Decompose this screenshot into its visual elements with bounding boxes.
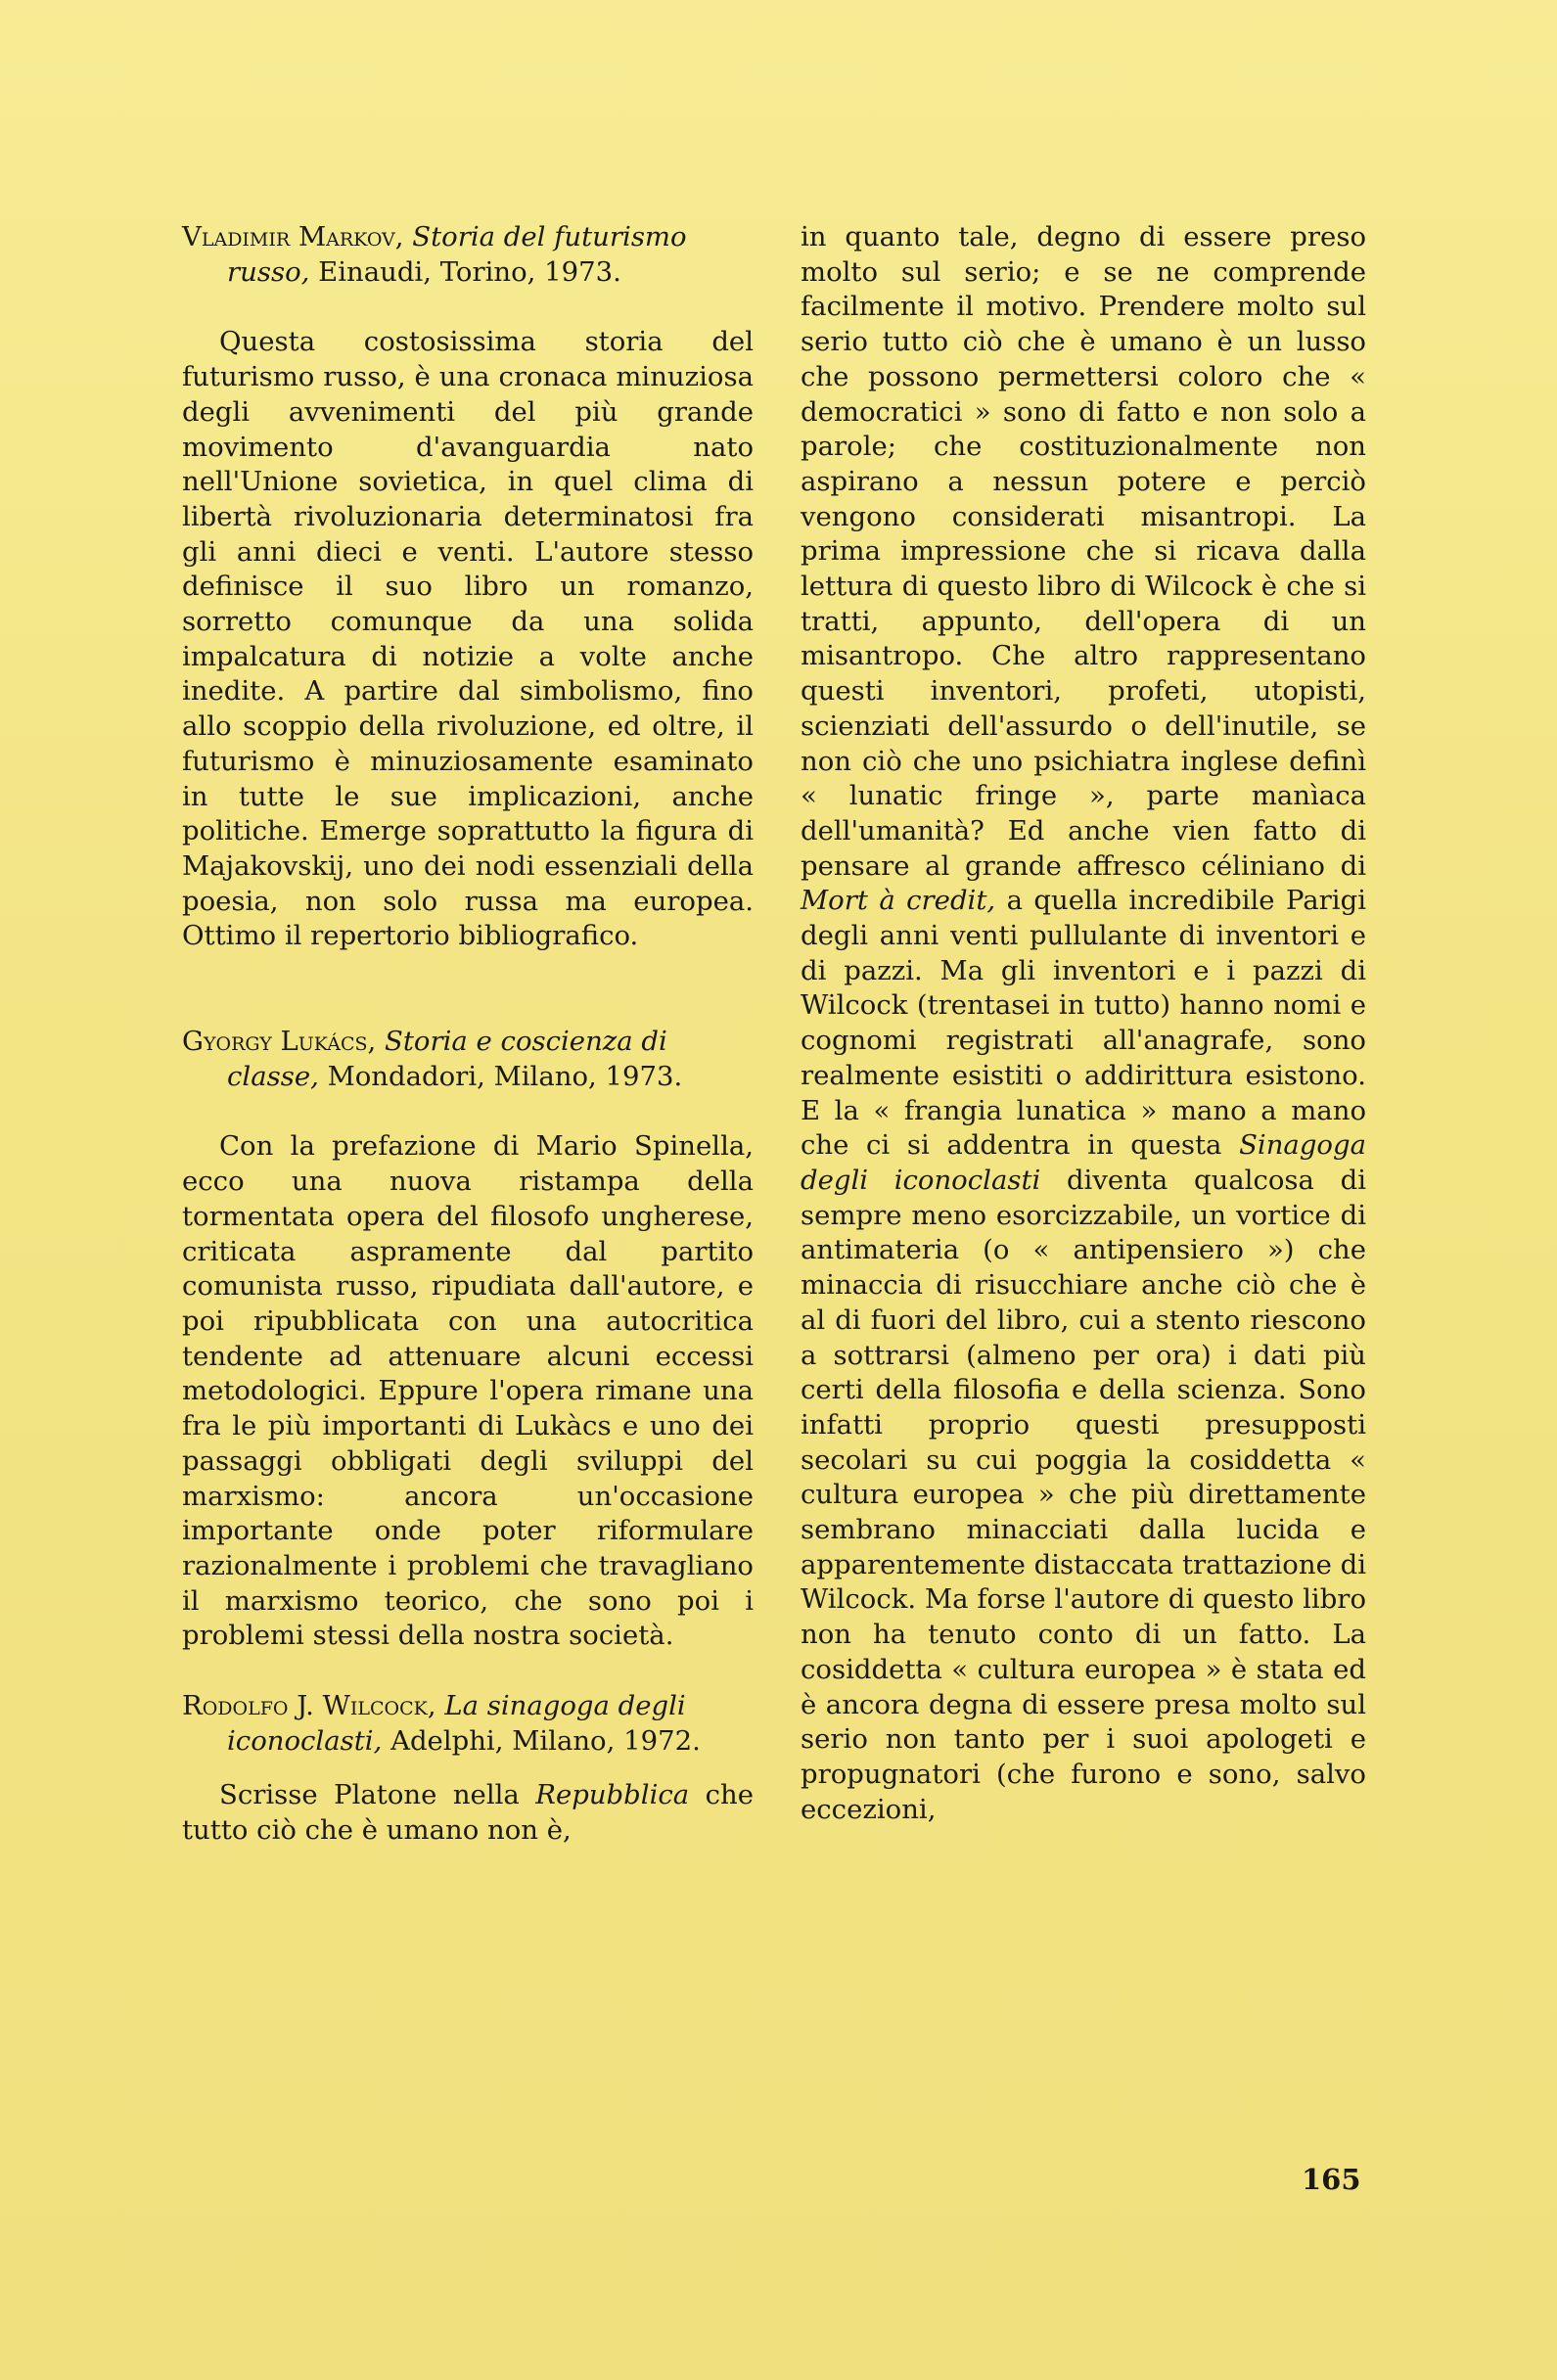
publisher-info: Adelphi, Milano, 1972. [390,1724,701,1757]
review-heading-markov [182,220,754,290]
review-heading-lukacs [182,1025,754,1094]
page-number: 165 [1302,2163,1361,2196]
review-body-wilcock-continued: in quanto tale, degno di essere preso molto sul serio; e se ne comprende facilmente il motivo. Prendere molto sul serio tutto ciò che è umano è un lusso che possono permettersi coloro che « democratici » sono di fatto e non solo a parole; che costituzionalmente non aspirano a nessun potere e perciò vengono considerati misantropi. La prima impressione che si ricava dalla lettura di questo libro di Wilcock è che si tratti, appunto, dell'opera di un misantropo. Che altro rappresentano questi inventori, profeti, utopisti, scienziati dell'assurdo o dell'inutile, se non ciò che uno psichiatra inglese definì « lunatic fringe », parte manìaca dell'umanità? Ed anche vien fatto di pensare al grande affresco céliniano di Mort à credit, a quella incredibile Parigi degli anni venti pullulante di inventori e di pazzi. Ma gli inventori e i pazzi di Wilcock (trentasei in tutto) hanno nomi e cognomi registrati all'anagrafe, sono realmente esistiti o addirittura esistono. E la « frangia lunatica » mano a mano che ci si addentra in questa Sinagoga degli iconoclasti diventa qualcosa di sempre meno esorcizzabile, un vortice di antimateria (o « antipensiero ») che minaccia di risucchiare anche ciò che è al di fuori del libro, cui a stento riescono a sottrarsi (almeno per ora) i dati più certi della filosofia e della scienza. Sono infatti proprio questi presupposti secolari su cui poggia la cosiddetta « cultura europea » che più direttamente sembrano minacciati dalla lucida e apparentemente distaccata trattazione di Wilcock. Ma forse l'autore di questo libro non ha tenuto conto di un fatto. La cosiddetta « cultura europea » è stata ed è ancora degna di essere presa molto sul serio non tanto per i suoi apologeti e propugnatori (che furono e sono, salvo eccezioni, [801,221,1366,1825]
book-title: La sinagoga degli iconoclasti, [227,1690,686,1757]
book-title: Storia e coscienza di classe, [227,1026,667,1092]
book-title-inline: Mort à credit, [801,885,996,917]
right-column [801,220,1366,1827]
review-body-wilcock-start: Scrisse Platone nella Repubblica che tutto ciò che è umano non è, [182,1779,754,1847]
left-column [182,220,754,1849]
author-name: Vladimir Markov, [182,221,404,252]
author-name: Gyorgy Lukács, [182,1026,377,1058]
book-title-inline: Sinagoga degli iconoclasti [801,1129,1366,1196]
book-title-inline: Repubblica [535,1779,690,1811]
publisher-info: Mondadori, Milano, 1973. [327,1060,683,1092]
book-title: Storia del futurismo russo, [227,221,687,288]
review-body-markov: Questa costosissima storia del futurismo russo, è una cronaca minuziosa degli avvenimenti del più grande movimento d'avanguardia nato nell'Unione sovietica, in quel clima di libertà rivoluzionaria determinatosi fra gli anni dieci e venti. L'autore stesso definisce il suo libro un romanzo, sorretto comunque da una solida impalcatura di notizie a volte anche inedite. A partire dal simbolismo, fino allo scoppio della rivoluzione, ed oltre, il futurismo è minuziosamente esaminato in tutte le sue implicazioni, anche politiche. Emerge soprattutto la figura di Majakovskij, uno dei nodi essenziali della poesia, non solo russa ma europea. Ottimo il repertorio bibliografico. [182,326,754,952]
review-heading-wilcock [182,1689,754,1759]
review-body-lukacs: Con la prefazione di Mario Spinella, ecco una nuova ristampa della tormentata opera del filosofo ungherese, criticata aspramente dal partito comunista russo, ripudiata dall'autore, e poi ripubblicata con una autocritica tendente ad attenuare alcuni eccessi metodologici. Eppure l'opera rimane una fra le più importanti di Lukàcs e uno dei passaggi obbligati degli sviluppi del marxismo: ancora un'occasione importante onde poter riformulare razionalmente i problemi che travagliano il marxismo teorico, che sono poi i problemi stessi della nostra società. [182,1130,754,1652]
author-name: Rodolfo J. Wilcock, [182,1690,436,1722]
publisher-info: Einaudi, Torino, 1973. [318,255,621,288]
